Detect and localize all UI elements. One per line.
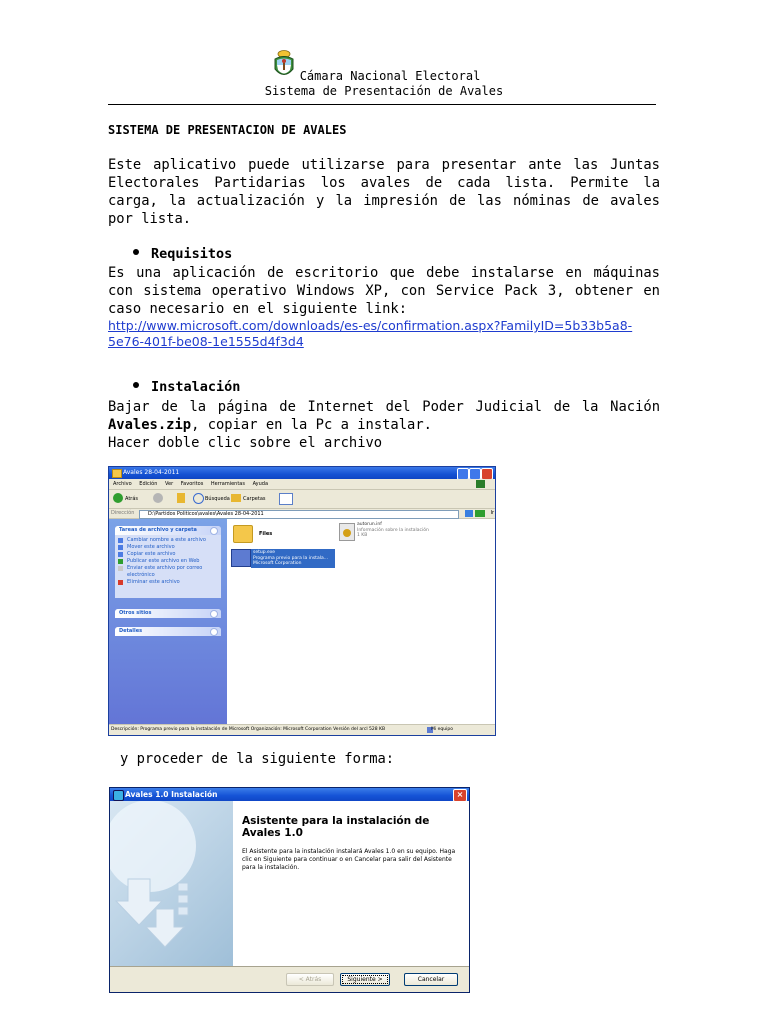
requirements-heading: Requisitos bbox=[151, 246, 233, 262]
other-places-panel[interactable] bbox=[115, 609, 221, 618]
expand-chevron-icon[interactable] bbox=[210, 628, 218, 636]
task-rename[interactable] bbox=[115, 537, 221, 544]
file-tasks-panel bbox=[115, 526, 221, 598]
folder-files-label[interactable]: Files bbox=[259, 531, 273, 537]
other-places-title: Otros sitios bbox=[119, 610, 152, 616]
requirements-text: Es una aplicación de escritorio que debe instalarse en máquinas con sistema operativo Windows XP, con Service Pack 3, obtener en caso necesario en el siguiente link: bbox=[108, 265, 660, 317]
link-line-2[interactable]: 5e76-401f-be08-1e1555d4f3d4 bbox=[108, 334, 304, 349]
installer-window-screenshot bbox=[109, 787, 470, 993]
bullet-icon bbox=[133, 249, 139, 255]
address-dropdown-icon[interactable] bbox=[465, 510, 473, 517]
installation-text-2: Hacer doble clic sobre el archivo bbox=[108, 435, 383, 451]
mail-icon bbox=[118, 566, 123, 571]
intro-paragraph bbox=[108, 156, 660, 228]
gear-icon bbox=[343, 529, 351, 537]
installation-heading: Instalación bbox=[151, 379, 241, 395]
expand-chevron-icon[interactable] bbox=[210, 610, 218, 618]
menu-ver[interactable]: Ver bbox=[164, 481, 174, 487]
installation-text bbox=[108, 398, 660, 434]
next-button[interactable]: Siguiente > bbox=[340, 973, 390, 986]
folders-label[interactable]: Carpetas bbox=[243, 496, 266, 502]
task-move-label: Mover este archivo bbox=[127, 544, 175, 550]
menu-favoritos[interactable]: Favoritos bbox=[180, 481, 204, 487]
header-divider bbox=[108, 104, 656, 105]
go-arrow-icon[interactable] bbox=[475, 510, 485, 517]
details-panel[interactable] bbox=[115, 627, 221, 636]
zip-filename: Avales.zip bbox=[108, 417, 192, 433]
forward-arrow-icon[interactable] bbox=[153, 493, 163, 503]
link-line-1[interactable]: http://www.microsoft.com/downloads/es-es/confirmation.aspx?FamilyID=5b33b5a8- bbox=[108, 318, 633, 333]
task-delete-label: Eliminar este archivo bbox=[127, 579, 180, 585]
explorer-title: Avales 28-04-2011 bbox=[123, 469, 180, 476]
explorer-titlebar bbox=[109, 467, 495, 479]
details-header[interactable] bbox=[115, 627, 221, 636]
bullet-icon bbox=[133, 382, 139, 388]
autorun-description: Información sobre la instalación bbox=[357, 527, 429, 533]
explorer-toolbar bbox=[109, 490, 495, 509]
task-publish[interactable] bbox=[115, 558, 221, 565]
requirements-bullet bbox=[133, 246, 232, 262]
installation-text-post: , copiar en la Pc a instalar. bbox=[191, 417, 432, 433]
setup-exe-selected[interactable] bbox=[251, 549, 335, 568]
installer-title: Avales 1.0 Instalación bbox=[125, 790, 218, 799]
microsoft-download-link[interactable] bbox=[108, 318, 668, 350]
explorer-task-pane bbox=[109, 519, 227, 725]
setup-description: Programa previo para la instala... bbox=[253, 555, 329, 561]
installer-titlebar bbox=[110, 788, 469, 801]
setup-exe-icon[interactable] bbox=[231, 549, 251, 567]
address-input[interactable]: D:\Partidos Politicos\avales\Avales 28-04-2011 bbox=[139, 510, 459, 519]
setup-company: Microsoft Corporation bbox=[253, 561, 302, 566]
explorer-statusbar bbox=[109, 724, 495, 735]
autorun-file-icon[interactable] bbox=[339, 523, 355, 541]
menu-ayuda[interactable]: Ayuda bbox=[252, 481, 269, 487]
installation-bullet bbox=[133, 379, 240, 395]
folder-files-icon[interactable] bbox=[233, 525, 253, 543]
search-icon[interactable] bbox=[193, 493, 204, 504]
globe-icon bbox=[118, 559, 123, 564]
file-tasks-title: Tareas de archivo y carpeta bbox=[119, 527, 197, 533]
file-tasks-header[interactable] bbox=[115, 526, 221, 535]
intro-text: Este aplicativo puede utilizarse para presentar ante las Juntas Electorales Partidarias los avales de cada lista. Permite la carga, la actualización y la impresión de las nóminas de avales por lista. bbox=[108, 157, 660, 227]
autorun-filename: autorun.inf bbox=[357, 522, 382, 527]
org-name: Cámara Nacional Electoral bbox=[299, 69, 481, 83]
windows-logo-icon bbox=[476, 480, 485, 488]
status-text: Descripción: Programa previo para la instalación de Microsoft Organización: Microsoft Corporation Versión del arcl 528 KB bbox=[111, 727, 386, 732]
status-zone: Mi equipo bbox=[431, 727, 453, 732]
folders-icon[interactable] bbox=[231, 494, 241, 502]
move-icon bbox=[118, 545, 123, 550]
close-icon[interactable]: × bbox=[453, 789, 467, 802]
requirements-paragraph bbox=[108, 264, 660, 318]
search-label[interactable]: Búsqueda bbox=[205, 496, 230, 502]
address-label: Dirección bbox=[111, 510, 135, 516]
menu-edicion[interactable]: Edición bbox=[139, 481, 158, 487]
task-email[interactable] bbox=[115, 565, 221, 579]
task-copy-label: Copiar este archivo bbox=[127, 551, 176, 557]
cancel-button[interactable]: Cancelar bbox=[404, 973, 458, 986]
up-folder-icon[interactable] bbox=[177, 493, 185, 503]
procedure-caption: y proceder de la siguiente forma: bbox=[120, 751, 395, 767]
installation-paragraph bbox=[108, 398, 660, 452]
other-places-header[interactable] bbox=[115, 609, 221, 618]
go-label[interactable]: Ir bbox=[490, 510, 494, 516]
back-button[interactable]: < Atrás bbox=[286, 973, 334, 986]
task-rename-label: Cambiar nombre a este archivo bbox=[127, 537, 206, 543]
system-name: Sistema de Presentación de Avales bbox=[264, 84, 504, 98]
collapse-chevron-icon[interactable] bbox=[210, 527, 218, 535]
explorer-file-list bbox=[227, 519, 495, 725]
doc-title: SISTEMA DE PRESENTACION DE AVALES bbox=[108, 123, 347, 137]
installation-text-pre: Bajar de la página de Internet del Poder Judicial de la Nación bbox=[108, 399, 660, 415]
back-label[interactable]: Atrás bbox=[125, 496, 139, 502]
details-title: Detalles bbox=[119, 628, 143, 634]
task-email-label: Enviar este archivo por correo electrónico bbox=[127, 565, 203, 578]
folder-icon bbox=[112, 469, 122, 478]
task-move[interactable] bbox=[115, 544, 221, 551]
autorun-size: 1 KB bbox=[357, 533, 368, 538]
wizard-banner-image bbox=[110, 801, 233, 966]
explorer-window-screenshot bbox=[108, 466, 496, 736]
setup-filename: setup.exe bbox=[253, 550, 275, 555]
back-arrow-icon[interactable] bbox=[113, 493, 123, 503]
task-copy[interactable] bbox=[115, 551, 221, 558]
rename-icon bbox=[118, 538, 123, 543]
wizard-button-bar bbox=[110, 966, 469, 992]
menu-herramientas[interactable]: Herramientas bbox=[210, 481, 245, 487]
installer-app-icon bbox=[113, 790, 124, 801]
task-delete[interactable] bbox=[115, 579, 221, 586]
task-publish-label: Publicar este archivo en Web bbox=[127, 558, 200, 564]
explorer-menubar bbox=[109, 479, 495, 490]
wizard-body-text: El Asistente para la instalación instalará Avales 1.0 en su equipo. Haga clic en Siguiente para continuar o en Cancelar para salir del Asistente para la instalación. bbox=[242, 848, 456, 871]
menu-archivo[interactable]: Archivo bbox=[113, 481, 132, 487]
install-arrows-graphic bbox=[110, 801, 233, 966]
copy-icon bbox=[118, 552, 123, 557]
address-bar bbox=[109, 509, 495, 519]
views-icon[interactable] bbox=[279, 493, 293, 505]
autorun-file-info[interactable] bbox=[357, 522, 429, 539]
wizard-heading: Asistente para la instalación de Avales 1.0 bbox=[242, 815, 430, 839]
delete-x-icon bbox=[118, 580, 123, 585]
